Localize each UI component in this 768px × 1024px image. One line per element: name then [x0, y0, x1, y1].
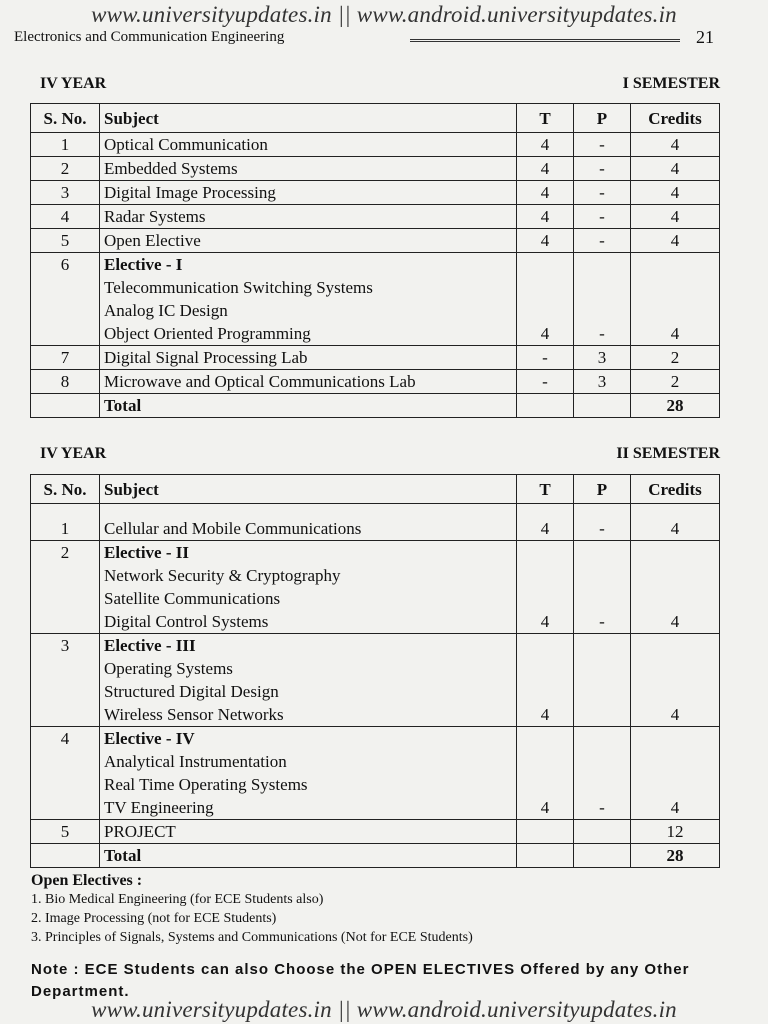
header-rule [410, 39, 680, 42]
sem1-header-row [31, 104, 720, 133]
row-subject [100, 634, 517, 727]
sem1-table [30, 103, 720, 418]
total-row [31, 844, 720, 868]
row-p: 3 [574, 346, 631, 370]
table-row-elective [31, 634, 720, 727]
row-credits: 12 [631, 820, 720, 844]
sem2-table [30, 474, 720, 868]
row-p: - [574, 229, 631, 253]
total-row [31, 394, 720, 418]
row-sno: 5 [31, 820, 100, 844]
row-subject: Optical Communication [100, 133, 517, 157]
row-p: - [574, 181, 631, 205]
row-subject: Digital Signal Processing Lab [100, 346, 517, 370]
elective-title: Elective - IV [104, 729, 195, 748]
row-sno: 2 [31, 157, 100, 181]
row-p [574, 634, 631, 727]
total-label: Total [100, 394, 517, 418]
table-row-elective [31, 541, 720, 634]
sem2-year: IV YEAR [40, 445, 107, 462]
col-subject: Subject [100, 104, 517, 133]
row-t: 4 [517, 541, 574, 634]
row-credits: 4 [631, 727, 720, 820]
department-title: Electronics and Communication Engineering [14, 29, 285, 45]
note: Note : ECE Students can also Choose the OPEN ELECTIVES Offered by any Other Department. [31, 961, 690, 1000]
row-subject [100, 727, 517, 820]
row-t [517, 820, 574, 844]
row-p [574, 844, 631, 868]
row-subject: Digital Image Processing [100, 181, 517, 205]
watermark-bottom: www.universityupdates.in || www.android.universityupdates.in [91, 997, 677, 1022]
col-p: P [574, 475, 631, 504]
row-t: 4 [517, 157, 574, 181]
row-credits: 4 [631, 181, 720, 205]
table-row [31, 133, 720, 157]
row-p: - [574, 157, 631, 181]
row-sno: 3 [31, 181, 100, 205]
table-row [31, 820, 720, 844]
col-sno: S. No. [31, 104, 100, 133]
total-label: Total [100, 844, 517, 868]
watermark-top: www.universityupdates.in || www.android.universityupdates.in [91, 2, 677, 27]
row-p: - [574, 133, 631, 157]
row-subject: PROJECT [100, 820, 517, 844]
row-sno: 1 [31, 133, 100, 157]
row-subject: Radar Systems [100, 205, 517, 229]
row-p [574, 820, 631, 844]
open-electives [31, 872, 741, 946]
row-sno: 4 [31, 205, 100, 229]
elective-title: Elective - II [104, 543, 189, 562]
row-subject [100, 541, 517, 634]
row-t: 4 [517, 229, 574, 253]
row-sno [31, 394, 100, 418]
row-credits: 4 [631, 541, 720, 634]
page-number: 21 [696, 27, 714, 47]
row-credits: 4 [631, 253, 720, 346]
sem1-semester: I SEMESTER [622, 75, 720, 92]
row-subject: Microwave and Optical Communications Lab [100, 370, 517, 394]
row-subject [100, 253, 517, 346]
row-t: - [517, 370, 574, 394]
elective-option: Network Security & Cryptography [104, 566, 341, 585]
row-p: - [574, 253, 631, 346]
col-sno: S. No. [31, 475, 100, 504]
table-row-elective [31, 253, 720, 346]
row-credits: 4 [631, 133, 720, 157]
sem1-year: IV YEAR [40, 75, 107, 92]
row-p: - [574, 541, 631, 634]
open-elective-item: 2. Image Processing (not for ECE Students) [31, 911, 277, 926]
row-t: 4 [517, 181, 574, 205]
elective-option: Satellite Communications [104, 589, 281, 608]
row-sno: 7 [31, 346, 100, 370]
row-credits: 4 [631, 634, 720, 727]
table-row-elective [31, 727, 720, 820]
page-header [14, 29, 714, 49]
row-sno: 6 [31, 253, 100, 346]
elective-option: Structured Digital Design [104, 682, 279, 701]
row-credits: 2 [631, 370, 720, 394]
row-t: 4 [517, 253, 574, 346]
elective-option: Telecommunication Switching Systems [104, 278, 373, 297]
row-sno: 3 [31, 634, 100, 727]
row-sno: 5 [31, 229, 100, 253]
row-p: - [574, 727, 631, 820]
row-subject: Open Elective [100, 229, 517, 253]
table-row [31, 181, 720, 205]
sem1-heading [40, 75, 720, 93]
row-t [517, 844, 574, 868]
open-electives-heading: Open Electives : [31, 872, 143, 889]
col-subject: Subject [100, 475, 517, 504]
table-row [31, 205, 720, 229]
row-credits: 4 [631, 157, 720, 181]
row-p: - [574, 504, 631, 541]
table-row [31, 370, 720, 394]
table-row [31, 504, 720, 541]
row-t: 4 [517, 504, 574, 541]
total-credits: 28 [631, 844, 720, 868]
sem2-semester: II SEMESTER [616, 445, 720, 462]
table-row [31, 157, 720, 181]
col-t: T [517, 475, 574, 504]
row-t: 4 [517, 205, 574, 229]
sem2-heading [40, 445, 720, 463]
row-t: - [517, 346, 574, 370]
row-subject: Embedded Systems [100, 157, 517, 181]
total-credits: 28 [631, 394, 720, 418]
elective-title: Elective - I [104, 255, 183, 274]
sem2-header-row [31, 475, 720, 504]
row-p [574, 394, 631, 418]
elective-title: Elective - III [104, 636, 196, 655]
elective-option: Analog IC Design [104, 301, 228, 320]
elective-option: Wireless Sensor Networks [104, 705, 284, 724]
row-t: 4 [517, 634, 574, 727]
elective-option: Object Oriented Programming [104, 324, 311, 343]
col-p: P [574, 104, 631, 133]
elective-option: Real Time Operating Systems [104, 775, 308, 794]
open-elective-item: 1. Bio Medical Engineering (for ECE Students also) [31, 892, 324, 907]
row-t: 4 [517, 727, 574, 820]
elective-option: Analytical Instrumentation [104, 752, 287, 771]
col-credits: Credits [631, 104, 720, 133]
row-sno: 2 [31, 541, 100, 634]
row-t: 4 [517, 133, 574, 157]
elective-option: Operating Systems [104, 659, 233, 678]
row-sno [31, 844, 100, 868]
row-subject: Cellular and Mobile Communications [100, 504, 517, 541]
table-row [31, 229, 720, 253]
col-credits: Credits [631, 475, 720, 504]
table-row [31, 346, 720, 370]
open-elective-item: 3. Principles of Signals, Systems and Communications (Not for ECE Students) [31, 930, 473, 945]
row-t [517, 394, 574, 418]
row-credits: 4 [631, 504, 720, 541]
row-credits: 2 [631, 346, 720, 370]
row-credits: 4 [631, 229, 720, 253]
elective-option: TV Engineering [104, 798, 214, 817]
col-t: T [517, 104, 574, 133]
row-p: 3 [574, 370, 631, 394]
row-sno: 8 [31, 370, 100, 394]
row-sno: 4 [31, 727, 100, 820]
row-p: - [574, 205, 631, 229]
row-credits: 4 [631, 205, 720, 229]
elective-option: Digital Control Systems [104, 612, 269, 631]
row-sno: 1 [31, 504, 100, 541]
